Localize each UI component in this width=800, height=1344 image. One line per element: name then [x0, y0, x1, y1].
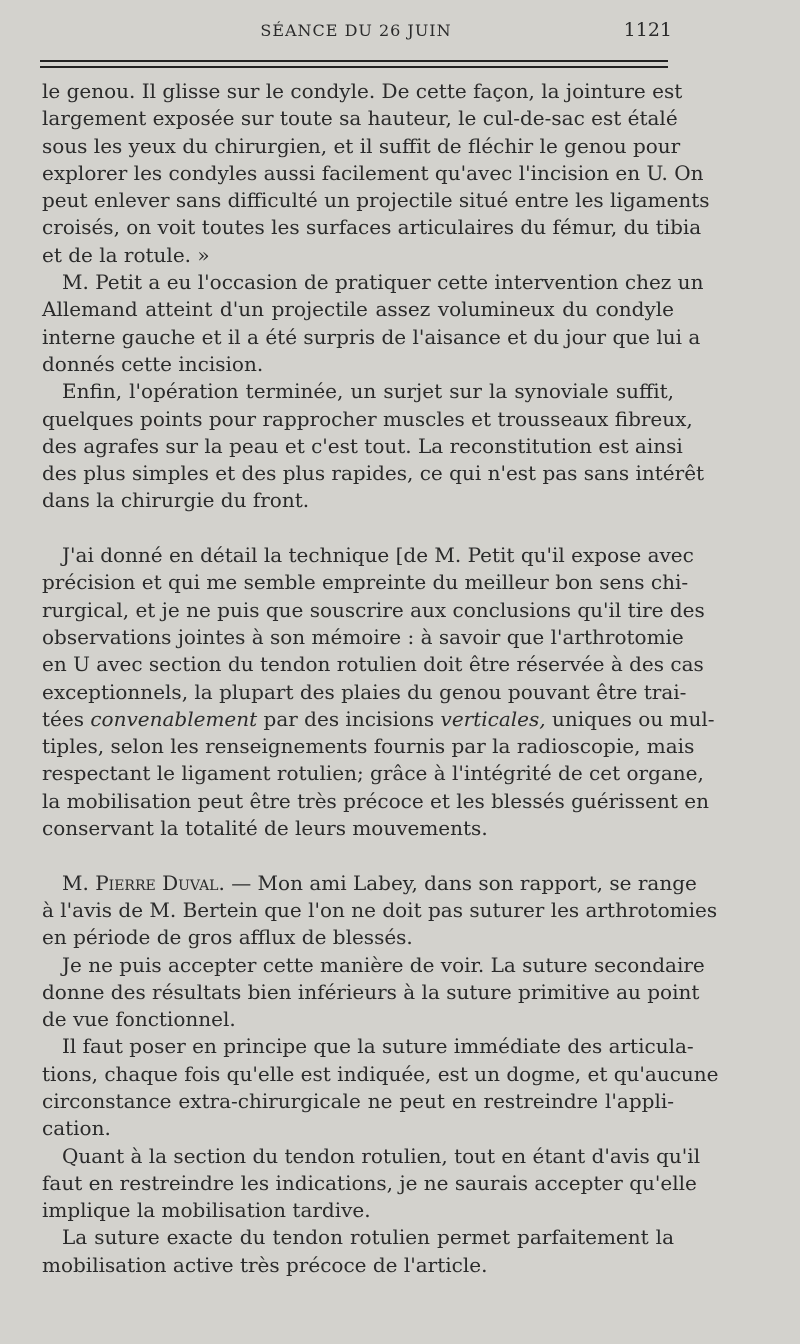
text-line: observations jointes à son mémoire : à savoir que l'arthrotomie	[42, 624, 684, 649]
text-line: exceptionnels, la plupart des plaies du genou pouvant être trai-	[42, 679, 687, 704]
text-line: sous les yeux du chirurgien, et il suffit de fléchir le genou pour	[42, 133, 681, 158]
text-line: Quant à la section du tendon rotulien, tout en étant d'avis qu'il	[62, 1143, 701, 1168]
text-line: largement exposée sur toute sa hauteur, le cul-de-sac est étalé	[42, 106, 678, 131]
paragraph-gap	[42, 842, 674, 869]
text-line: croisés, on voit toutes les surfaces articulaires du fémur, du tibia	[42, 215, 702, 240]
text-line: tiples, selon les renseignements fournis par la radioscopie, mais	[42, 734, 695, 759]
text-line: cation.	[42, 1116, 111, 1141]
speaker-name: Pierre Duval	[95, 870, 219, 895]
italic-span: verticales,	[440, 706, 546, 731]
italic-span: convenablement	[90, 706, 258, 731]
text-line: des agrafes sur la peau et c'est tout. La reconstitution est ainsi	[42, 433, 683, 458]
text-line: faut en restreindre les indications, je ne saurais accepter qu'elle	[42, 1170, 697, 1195]
text-line: implique la mobilisation tardive.	[42, 1198, 371, 1223]
text-line: M. Petit a eu l'occasion de pratiquer cette intervention chez un	[62, 270, 704, 295]
text-line: Je ne puis accepter cette manière de voir. La suture secondaire	[62, 952, 705, 977]
running-title: SÉANCE DU 26 JUIN	[260, 21, 452, 40]
text-line: mobilisation active très précoce de l'article.	[42, 1252, 488, 1277]
text-line: explorer les condyles aussi facilement qu'avec l'incision en U. On	[42, 160, 704, 185]
page-number: 1121	[623, 19, 672, 41]
text-line: la mobilisation peut être très précoce et les blessés guérissent en	[42, 788, 709, 813]
paragraph-gap	[42, 515, 674, 542]
text-line: Allemand atteint d'un projectile assez volumineux du condyle	[42, 297, 674, 322]
text-line: et de la rotule. »	[42, 242, 210, 267]
text-line: précision et qui me semble empreinte du meilleur bon sens chi-	[42, 570, 689, 595]
text-line: conservant la totalité de leurs mouvements.	[42, 816, 488, 841]
header-rule-top	[40, 60, 668, 62]
text-line: Enfin, l'opération terminée, un surjet sur la synoviale suffit,	[62, 379, 674, 404]
text-line: J'ai donné en détail la technique [de M. Petit qu'il expose avec	[62, 543, 694, 568]
text-span: tées	[42, 706, 91, 731]
text-line: le genou. Il glisse sur le condyle. De cette façon, la jointure est	[42, 79, 683, 103]
text-span: M.	[62, 870, 96, 895]
header-rule-bottom	[40, 66, 668, 68]
page-header	[40, 17, 672, 51]
text-line: donnés cette incision.	[42, 351, 264, 376]
text-line: tions, chaque fois qu'elle est indiquée, est un dogme, et qu'aucune	[42, 1061, 719, 1086]
text-span: . — Mon ami Labey, dans son rapport, se range	[218, 870, 697, 895]
text-line: à l'avis de M. Bertein que l'on ne doit pas suturer les arthrotomies	[42, 897, 718, 922]
text-line: peut enlever sans difficulté un projectile situé entre les ligaments	[42, 188, 710, 213]
text-line: des plus simples et des plus rapides, ce qui n'est pas sans intérêt	[42, 461, 705, 486]
text-line	[42, 870, 697, 897]
text-line: La suture exacte du tendon rotulien permet parfaitement la	[62, 1225, 674, 1250]
text-line: de vue fonctionnel.	[42, 1007, 236, 1032]
text-line: rurgical, et je ne puis que souscrire aux conclusions qu'il tire des	[42, 597, 705, 622]
text-line: en période de gros afflux de blessés.	[42, 925, 413, 950]
text-line: respectant le ligament rotulien; grâce à l'intégrité de cet organe,	[42, 761, 704, 786]
text-line: donne des résultats bien inférieurs à la suture primitive au point	[42, 979, 700, 1004]
text-line: quelques points pour rapprocher muscles et trousseaux fibreux,	[42, 406, 693, 431]
text-span: par des incisions	[257, 706, 441, 731]
text-line: circonstance extra-chirurgicale ne peut en restreindre l'appli-	[42, 1088, 674, 1113]
text-line: interne gauche et il a été surpris de l'aisance et du jour que lui a	[42, 324, 701, 349]
text-span: uniques ou mul-	[545, 706, 715, 731]
body-text	[42, 78, 719, 1279]
text-line: en U avec section du tendon rotulien doit être réservée à des cas	[42, 652, 704, 677]
text-line: Il faut poser en principe que la suture immédiate des articula-	[62, 1034, 694, 1059]
text-line: dans la chirurgie du front.	[42, 488, 310, 513]
text-line	[42, 706, 715, 733]
